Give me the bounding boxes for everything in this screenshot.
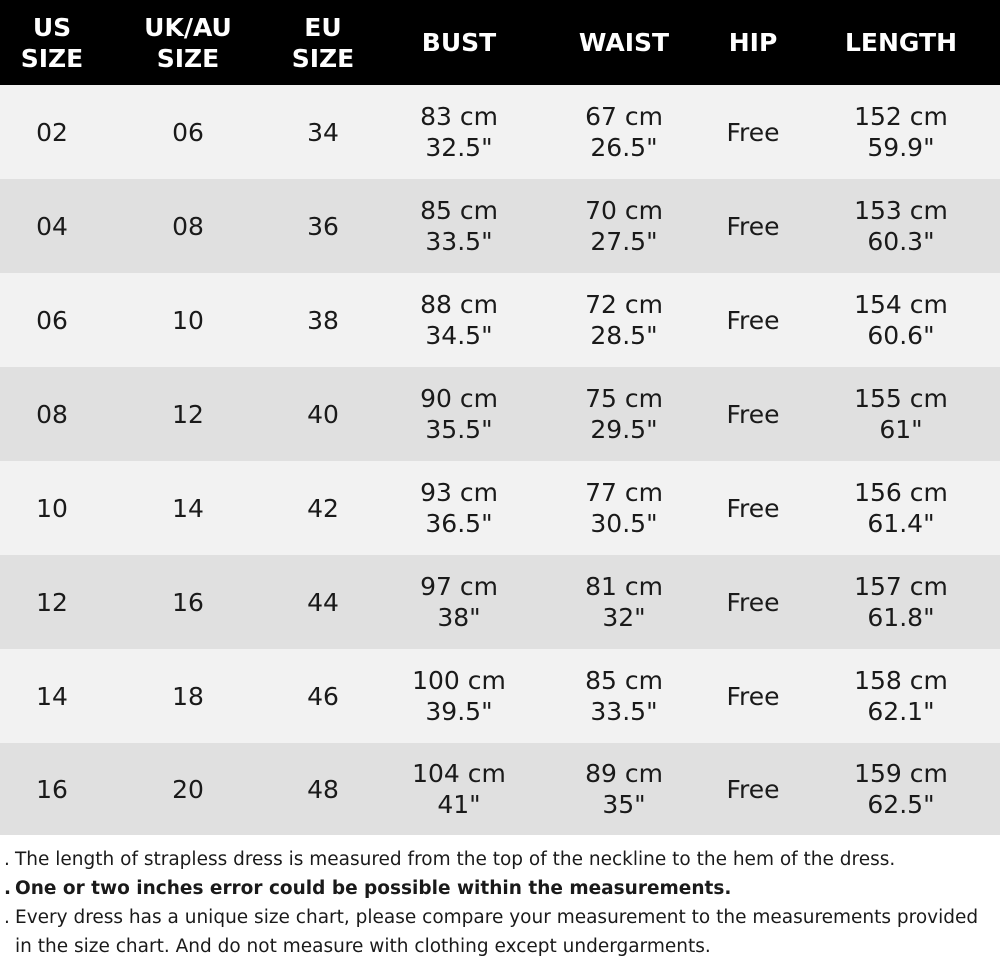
length-cell: 159 cm 62.5"	[854, 759, 948, 819]
hip-cell: Free	[726, 399, 780, 429]
table-row	[0, 85, 1000, 179]
table-row	[0, 367, 1000, 461]
uk-au-size-cell: 08	[172, 211, 204, 241]
table-row	[0, 743, 1000, 835]
table-row	[0, 649, 1000, 743]
hip-cell: Free	[726, 117, 780, 147]
eu-size-cell: 38	[307, 305, 339, 335]
note-item	[4, 845, 980, 874]
note-item	[4, 874, 980, 903]
table-row	[0, 461, 1000, 555]
bust-cell: 93 cm 36.5"	[420, 478, 498, 538]
table-body	[0, 85, 1000, 835]
length-cell: 157 cm 61.8"	[854, 572, 948, 632]
uk-au-size-cell: 16	[172, 587, 204, 617]
length-cell: 156 cm 61.4"	[854, 478, 948, 538]
length-cell: 158 cm 62.1"	[854, 666, 948, 726]
waist-cell: 75 cm 29.5"	[585, 384, 663, 444]
eu-size-cell: 48	[307, 774, 339, 804]
eu-size-cell: 36	[307, 211, 339, 241]
note-item	[4, 903, 980, 961]
table-row	[0, 273, 1000, 367]
bust-cell: 85 cm 33.5"	[420, 196, 498, 256]
uk-au-size-cell: 20	[172, 774, 204, 804]
us-size-cell: 04	[36, 211, 68, 241]
uk-au-size-cell: 12	[172, 399, 204, 429]
note-text: The length of strapless dress is measured from the top of the neckline to the hem of the dress.	[15, 849, 896, 870]
note-text: One or two inches error could be possible within the measurements.	[15, 878, 732, 899]
waist-cell: 70 cm 27.5"	[585, 196, 663, 256]
table-header-row	[0, 0, 1000, 85]
hip-cell: Free	[726, 681, 780, 711]
bullet-dot: .	[4, 849, 10, 870]
measurement-notes	[0, 835, 1000, 961]
us-size-cell: 16	[36, 774, 68, 804]
bust-cell: 100 cm 39.5"	[412, 666, 506, 726]
column-header-us-size: US SIZE	[20, 12, 84, 73]
table-row	[0, 179, 1000, 273]
eu-size-cell: 44	[307, 587, 339, 617]
uk-au-size-cell: 06	[172, 117, 204, 147]
waist-cell: 85 cm 33.5"	[585, 666, 663, 726]
column-header-eu-size: EU SIZE	[291, 12, 355, 73]
length-cell: 154 cm 60.6"	[854, 290, 948, 350]
uk-au-size-cell: 18	[172, 681, 204, 711]
hip-cell: Free	[726, 493, 780, 523]
eu-size-cell: 40	[307, 399, 339, 429]
column-header-uk-au-size: UK/AU SIZE	[144, 12, 232, 73]
us-size-cell: 02	[36, 117, 68, 147]
eu-size-cell: 34	[307, 117, 339, 147]
us-size-cell: 08	[36, 399, 68, 429]
length-cell: 155 cm 61"	[854, 384, 948, 444]
column-header-length: LENGTH	[845, 28, 957, 57]
waist-cell: 81 cm 32"	[585, 572, 663, 632]
waist-cell: 72 cm 28.5"	[585, 290, 663, 350]
table-row	[0, 555, 1000, 649]
us-size-cell: 12	[36, 587, 68, 617]
bullet-dot: .	[4, 878, 12, 899]
hip-cell: Free	[726, 774, 780, 804]
bust-cell: 88 cm 34.5"	[420, 290, 498, 350]
us-size-cell: 14	[36, 681, 68, 711]
hip-cell: Free	[726, 587, 780, 617]
eu-size-cell: 42	[307, 493, 339, 523]
us-size-cell: 10	[36, 493, 68, 523]
us-size-cell: 06	[36, 305, 68, 335]
bust-cell: 90 cm 35.5"	[420, 384, 498, 444]
hip-cell: Free	[726, 305, 780, 335]
bust-cell: 97 cm 38"	[420, 572, 498, 632]
eu-size-cell: 46	[307, 681, 339, 711]
hip-cell: Free	[726, 211, 780, 241]
bust-cell: 104 cm 41"	[412, 759, 506, 819]
length-cell: 152 cm 59.9"	[854, 102, 948, 162]
waist-cell: 67 cm 26.5"	[585, 102, 663, 162]
waist-cell: 77 cm 30.5"	[585, 478, 663, 538]
bullet-dot: .	[4, 907, 10, 928]
bust-cell: 83 cm 32.5"	[420, 102, 498, 162]
column-header-bust: BUST	[421, 28, 497, 57]
waist-cell: 89 cm 35"	[585, 759, 663, 819]
column-header-waist: WAIST	[578, 28, 670, 57]
column-header-hip: HIP	[728, 28, 778, 57]
length-cell: 153 cm 60.3"	[854, 196, 948, 256]
uk-au-size-cell: 10	[172, 305, 204, 335]
note-text: Every dress has a unique size chart, please compare your measurement to the measurements provided in the size chart. And do not measure with clothing except undergarments.	[15, 907, 979, 957]
uk-au-size-cell: 14	[172, 493, 204, 523]
